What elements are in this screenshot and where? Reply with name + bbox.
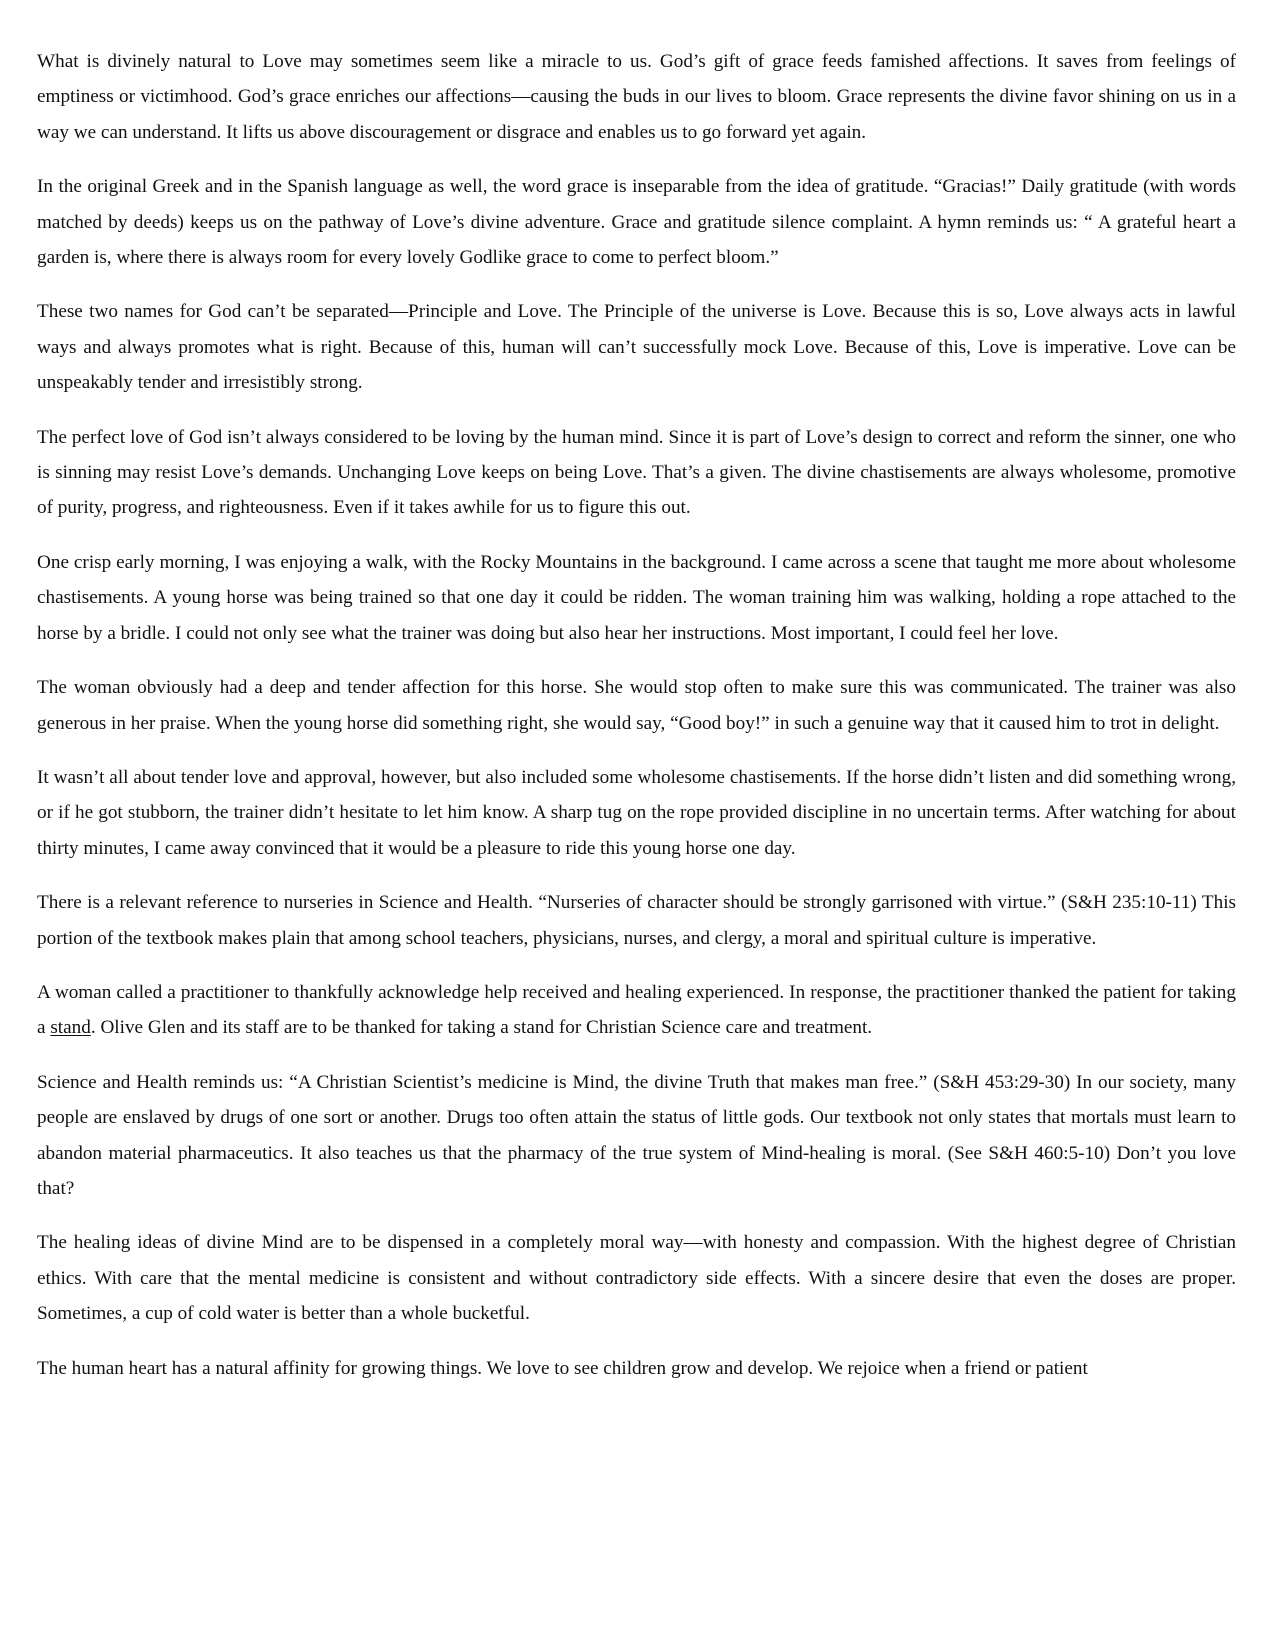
paragraph-5: One crisp early morning, I was enjoying a walk, with the Rocky Mountains in the background. I came across a scene that taught me more about wholesome chastisements. A young horse was being trained so that one day it could be ridden. The woman training him was walking, holding a rope attached to the horse by a bridle. I could not only see what the trainer was doing but also hear her instructions. Most important, I could feel her love. xyxy=(37,551,1236,644)
paragraph-9-before: A woman called a practitioner to thankfully acknowledge help received and healing experienced. In response, the practitioner thanked the patient for taking a xyxy=(37,981,1236,1039)
paragraph-11: The healing ideas of divine Mind are to be dispensed in a completely moral way—with honesty and compassion. With the highest degree of Christian ethics. With care that the mental medicine is consistent and without contradictory side effects. With a sincere desire that even the doses are proper. Sometimes, a cup of cold water is better than a whole bucketful. xyxy=(37,1232,1236,1325)
paragraph-10: Science and Health reminds us: “A Christian Scientist’s medicine is Mind, the divine Truth that makes man free.” (S&H 453:29-30) In our society, many people are enslaved by drugs of one sort or another. Drugs too often attain the status of little gods. Our textbook not only states that mortals must learn to abandon material pharmaceutics. It also teaches us that the pharmacy of the true system of Mind-healing is moral. (See S&H 460:5-10) Don’t you love that? xyxy=(37,1071,1236,1199)
paragraph-9-after: . Olive Glen and its staff are to be thanked for taking a stand for Christian Science care and treatment. xyxy=(90,1017,873,1039)
paragraph-12: The human heart has a natural affinity for growing things. We love to see children grow and develop. We rejoice when a friend or patient xyxy=(37,1357,1088,1379)
paragraph-3: These two names for God can’t be separated—Principle and Love. The Principle of the universe is Love. Because this is so, Love always acts in lawful ways and always promotes what is right. Because of this, human will can’t successfully mock Love. Because of this, Love is imperative. Love can be unspeakably tender and irresistibly strong. xyxy=(37,301,1236,394)
paragraph-7: It wasn’t all about tender love and approval, however, but also included some wholesome chastisements. If the horse didn’t listen and did something wrong, or if he got stubborn, the trainer didn’t hesitate to let him know. A sharp tug on the rope provided discipline in no uncertain terms. After watching for about thirty minutes, I came away convinced that it would be a pleasure to ride this young horse one day. xyxy=(37,766,1236,859)
document-page xyxy=(37,44,1236,1405)
paragraph-1: What is divinely natural to Love may sometimes seem like a miracle to us. God’s gift of grace feeds famished affections. It saves from feelings of emptiness or victimhood. God’s grace enriches our affections—causing the buds in our lives to bloom. Grace represents the divine favor shining on us in a way we can understand. It lifts us above discouragement or disgrace and enables us to go forward yet again. xyxy=(37,51,1236,143)
underlined-word-stand: stand xyxy=(50,1017,91,1039)
paragraph-8: There is a relevant reference to nurseries in Science and Health. “Nurseries of character should be strongly garrisoned with virtue.” (S&H 235:10-11) This portion of the textbook makes plain that among school teachers, physicians, nurses, and clergy, a moral and spiritual culture is imperative. xyxy=(37,892,1236,949)
paragraph-9 xyxy=(37,975,1236,1046)
paragraph-2: In the original Greek and in the Spanish language as well, the word grace is inseparable from the idea of gratitude. “Gracias!” Daily gratitude (with words matched by deeds) keeps us on the pathway of Love’s divine adventure. Grace and gratitude silence complaint. A hymn reminds us: “ A grateful heart a garden is, where there is always room for every lovely Godlike grace to come to perfect bloom.” xyxy=(37,176,1236,269)
paragraph-6: The woman obviously had a deep and tender affection for this horse. She would stop often to make sure this was communicated. The trainer was also generous in her praise. When the young horse did something right, she would say, “Good boy!” in such a genuine way that it caused him to trot in delight. xyxy=(37,677,1236,734)
paragraph-4: The perfect love of God isn’t always considered to be loving by the human mind. Since it is part of Love’s design to correct and reform the sinner, one who is sinning may resist Love’s demands. Unchanging Love keeps on being Love. That’s a given. The divine chastisements are always wholesome, promotive of purity, progress, and righteousness. Even if it takes awhile for us to figure this out. xyxy=(37,426,1236,519)
